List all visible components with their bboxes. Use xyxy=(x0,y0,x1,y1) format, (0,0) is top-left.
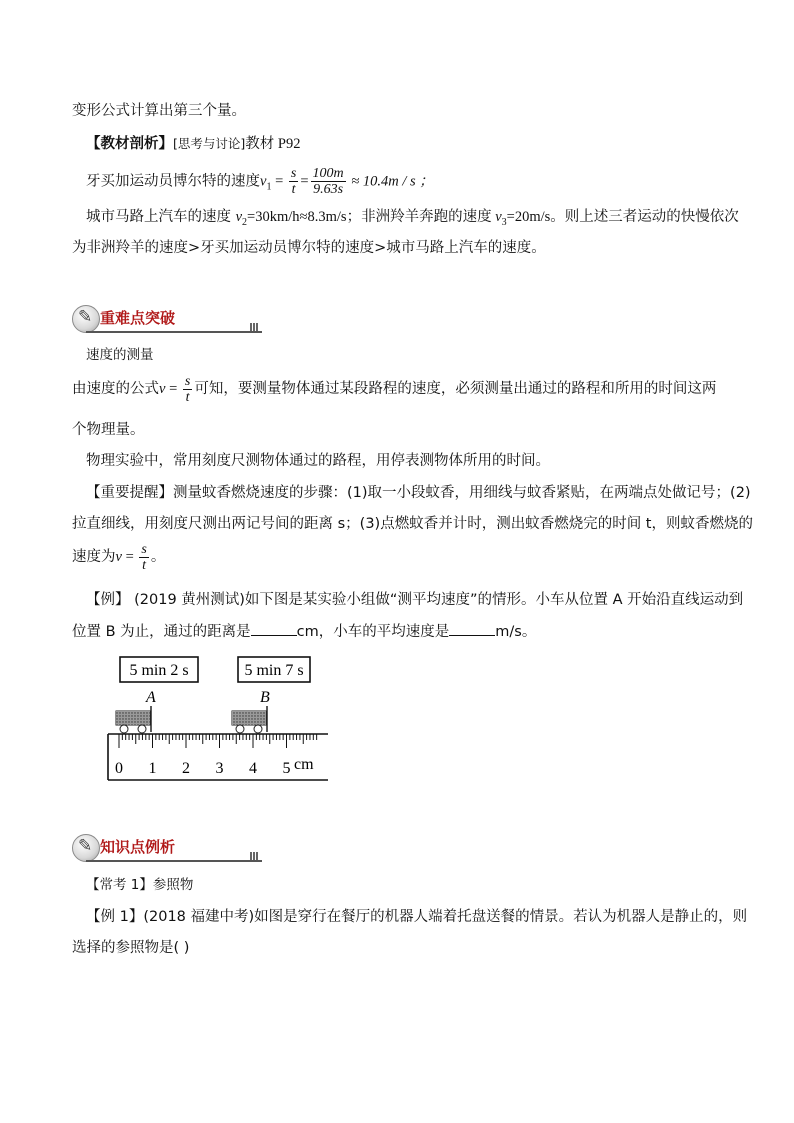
text: =20m/s。则上述三者运动的快慢依次 xyxy=(506,209,739,225)
frac-den: t xyxy=(185,389,190,405)
sub-1: 1 xyxy=(266,181,272,193)
ruler-tick-label: 1 xyxy=(148,760,157,777)
fraction-s-t xyxy=(139,542,148,573)
label-a: A xyxy=(146,689,156,706)
text: 。 xyxy=(150,549,166,565)
ruler-ticks xyxy=(119,734,317,748)
dots-icon xyxy=(250,852,258,860)
textbook-ref: 教材 P92 xyxy=(245,136,301,152)
frequent-topic: 【常考 1】参照物 xyxy=(86,877,194,893)
bolt-speed-line xyxy=(86,166,434,202)
answer-blank xyxy=(449,621,495,636)
city-speed-line xyxy=(86,207,739,233)
ruler-tick-label: 0 xyxy=(115,760,123,777)
subsection-title: 速度的测量 xyxy=(86,347,154,363)
textbook-sub: [思考与讨论] xyxy=(173,136,246,151)
eq: = xyxy=(300,173,309,190)
text: 位置 B 为止，通过的距离是 xyxy=(72,624,251,640)
textbook-analysis xyxy=(86,134,300,154)
sub-3: 3 xyxy=(501,216,507,228)
reminder-line: 拉直细线，用刻度尺测出两记号间的距离 s；(3)点燃蚊香并计时，测出蚊香燃烧完的时间 t，则蚊香燃烧的 xyxy=(72,516,753,532)
text: 城市马路上汽车的速度 xyxy=(86,209,236,225)
section-title: 知识点例析 xyxy=(100,838,176,856)
eq: = xyxy=(271,173,287,190)
label-b: B xyxy=(260,689,270,706)
section-header-knowledge xyxy=(72,832,272,862)
ruler-tick-label: 2 xyxy=(182,760,190,777)
var-v: v xyxy=(115,549,122,565)
text-line: 为非洲羚羊的速度>牙买加运动员博尔特的速度>城市马路上汽车的速度。 xyxy=(72,240,546,256)
frac-den: 9.63s xyxy=(313,182,344,197)
pen-icon: ✎ xyxy=(78,307,93,327)
example-line xyxy=(72,621,536,642)
frac-den: t xyxy=(291,182,296,197)
divider xyxy=(86,860,262,862)
dots-icon xyxy=(250,323,258,331)
sub-2: 2 xyxy=(242,216,248,228)
text: m/s。 xyxy=(495,624,537,640)
example-line: 【例 1】(2018 福建中考)如图是穿行在餐厅的机器人端着托盘送餐的情景。若认为机器人是静止的，则 xyxy=(86,909,748,925)
text: 速度为 xyxy=(72,549,116,565)
text: =30km/h≈8.3m/s；非洲羚羊奔跑的速度 xyxy=(247,209,496,225)
frac-num: s xyxy=(141,541,147,557)
frac-num: s xyxy=(184,373,191,389)
eq: = xyxy=(165,381,181,397)
example-line: 选择的参照物是( ) xyxy=(72,940,190,956)
text-line: 变形公式计算出第三个量。 xyxy=(72,103,246,119)
var-v: v xyxy=(495,209,502,225)
ruler-figure xyxy=(104,652,334,784)
approx-value: ≈ 10.4m / s ； xyxy=(347,173,434,190)
timer-a-text: 5 min 2 s xyxy=(129,662,189,679)
frac-den: t xyxy=(142,557,147,573)
ruler-tick-label: 5 xyxy=(282,760,291,777)
example-line: 【例】 (2019 黄州测试)如下图是某实验小组做“测平均速度”的情形。小车从位置 A 开始沿直线运动到 xyxy=(86,592,744,608)
fraction-s-t xyxy=(289,166,298,197)
ruler-tick-label: 4 xyxy=(249,760,257,777)
formula-line xyxy=(72,373,716,405)
divider xyxy=(86,331,262,333)
cart-a xyxy=(116,706,151,733)
ruler-tick-label: 3 xyxy=(215,760,224,777)
answer-blank xyxy=(251,621,297,636)
text-line: 个物理量。 xyxy=(72,422,145,438)
ruler-labels xyxy=(115,760,291,777)
text: 可知，要测量物体通过某段路程的速度，必须测量出通过的路程和所用的时间这两 xyxy=(194,381,717,397)
frac-num: 100m xyxy=(312,166,344,181)
pen-icon: ✎ xyxy=(78,836,93,856)
ruler-unit: cm xyxy=(294,756,314,773)
section-title: 重难点突破 xyxy=(100,309,176,327)
eq: = xyxy=(121,549,138,565)
var-v: v xyxy=(235,209,243,225)
bolt-text: 牙买加运动员博尔特的速度 xyxy=(86,173,260,190)
cart-b xyxy=(232,706,267,733)
section-header-key-points xyxy=(72,303,272,333)
fraction-distance-time xyxy=(311,166,346,197)
var-v: v xyxy=(260,173,267,190)
text: cm，小车的平均速度是 xyxy=(296,624,450,640)
reminder-line: 【重要提醒】测量蚊香燃烧速度的步骤：(1)取一小段蚊香，用细线与蚊香紧贴，在两端点处做记号；(2) xyxy=(86,485,751,501)
reminder-formula xyxy=(72,541,165,573)
timer-b-text: 5 min 7 s xyxy=(244,662,304,679)
text: 由速度的公式 xyxy=(72,381,159,397)
frac-num: s xyxy=(290,166,297,181)
var-v: v xyxy=(159,381,166,397)
fraction-s-t xyxy=(183,374,192,405)
textbook-tag: 【教材剖析】 xyxy=(86,136,173,152)
text-line: 物理实验中，常用刻度尺测物体通过的路程，用停表测物体所用的时间。 xyxy=(86,453,550,469)
